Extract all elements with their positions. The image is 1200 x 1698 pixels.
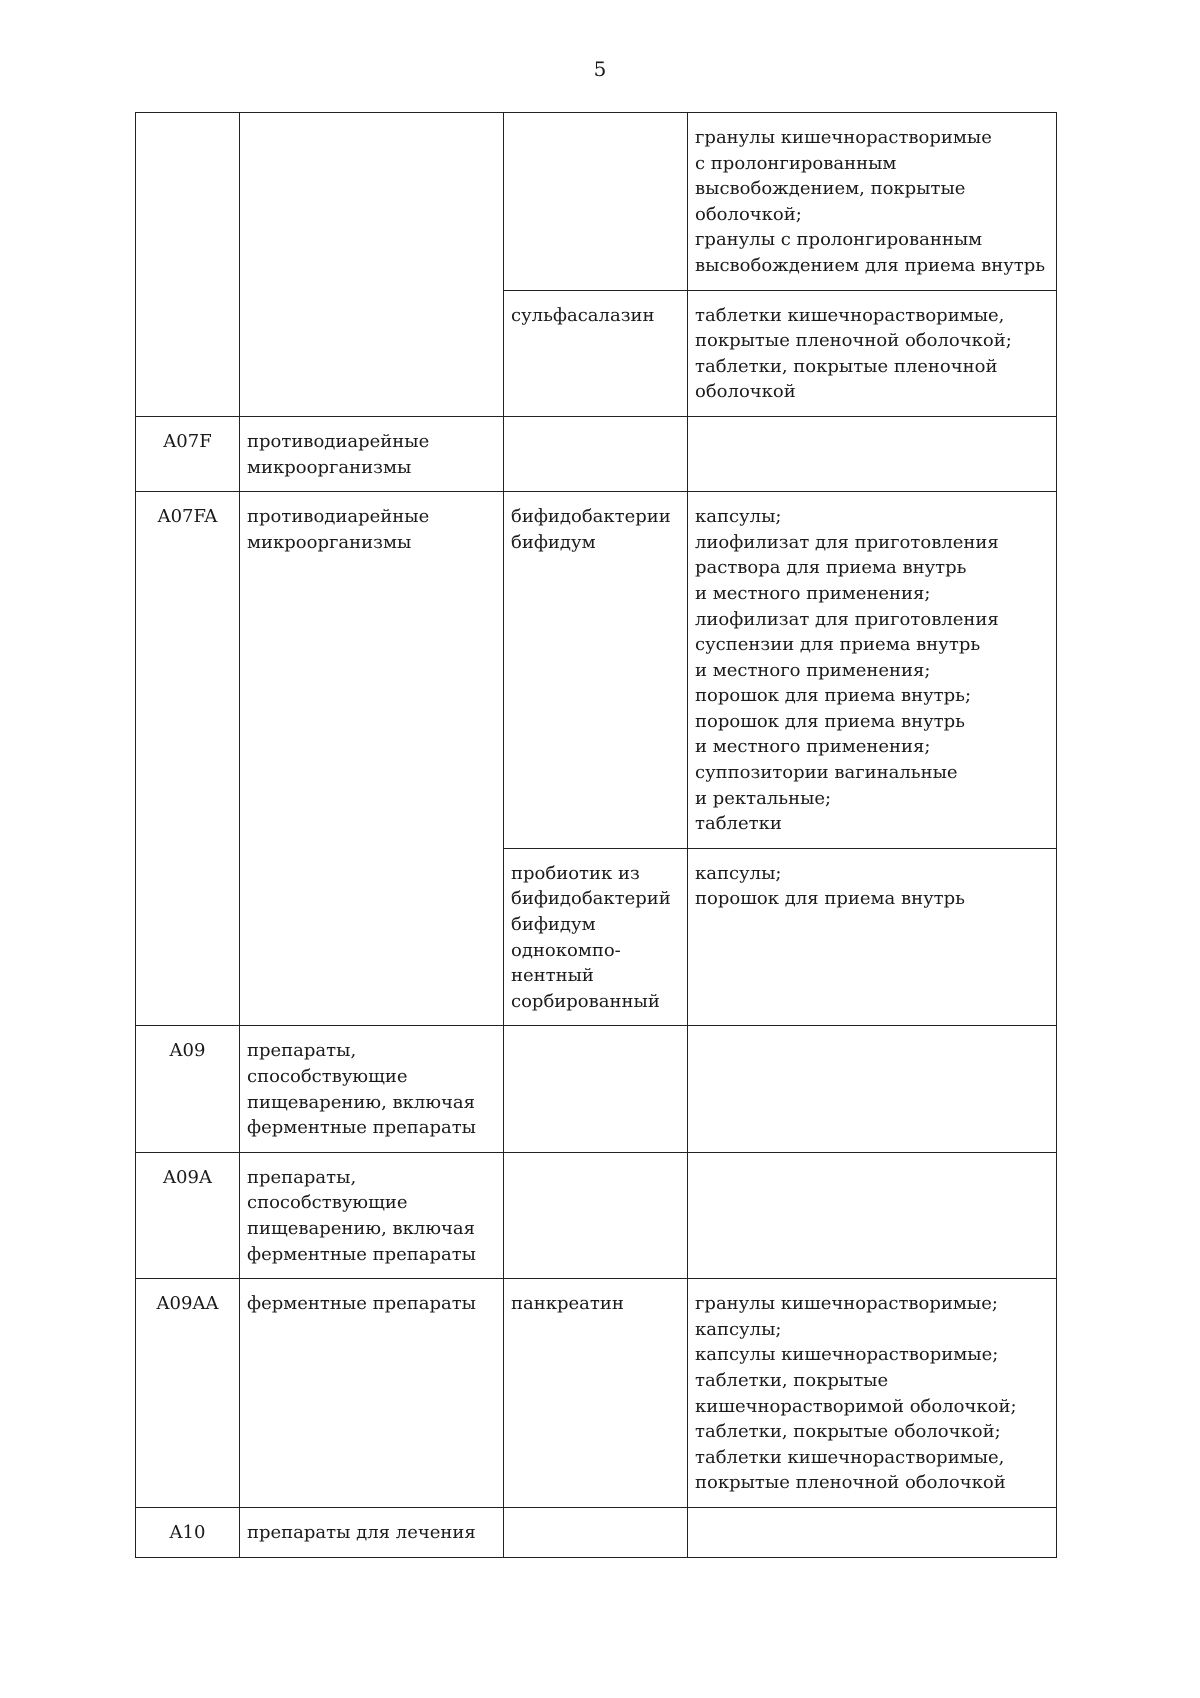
- atc-code-cell: A10: [136, 1507, 240, 1557]
- page-number: 5: [593, 57, 607, 81]
- substance-cell: [504, 1152, 688, 1278]
- dosage-forms-cell: [688, 1152, 1057, 1278]
- substance-cell: пробиотик из бифидобактерий бифидум однокомпо- нентный сорбированный: [504, 848, 688, 1026]
- substance-cell: бифидобактерии бифидум: [504, 492, 688, 849]
- substance-cell: [504, 1507, 688, 1557]
- dosage-forms-cell: гранулы кишечнорастворимые с пролонгированным высвобождением, покрытые оболочкой; гранулы с пролонгированным высвобождением для приема внутрь: [688, 113, 1057, 291]
- atc-code-cell: A07F: [136, 416, 240, 491]
- atc-code-cell: A09AA: [136, 1279, 240, 1508]
- table-row: [136, 416, 1057, 491]
- substance-cell: [504, 1026, 688, 1152]
- substance-cell: панкреатин: [504, 1279, 688, 1508]
- atc-code-cell: A07FA: [136, 492, 240, 1026]
- atc-code-cell: A09: [136, 1026, 240, 1152]
- group-name-cell: ферментные препараты: [240, 1279, 504, 1508]
- dosage-forms-cell: [688, 1026, 1057, 1152]
- group-name-cell: [240, 113, 504, 417]
- dosage-forms-cell: гранулы кишечнорастворимые; капсулы; капсулы кишечнорастворимые; таблетки, покрытые кишечнорастворимой оболочкой; таблетки, покрытые оболочкой; таблетки кишечнорастворимые, покрытые пленочной оболочкой: [688, 1279, 1057, 1508]
- group-name-cell: противодиарейные микроорганизмы: [240, 492, 504, 1026]
- table-row: [136, 1026, 1057, 1152]
- table-row: [136, 492, 1057, 849]
- dosage-forms-cell: [688, 416, 1057, 491]
- group-name-cell: препараты, способствующие пищеварению, включая ферментные препараты: [240, 1152, 504, 1278]
- substance-cell: сульфасалазин: [504, 290, 688, 416]
- dosage-forms-cell: капсулы; порошок для приема внутрь: [688, 848, 1057, 1026]
- table-row: [136, 1507, 1057, 1557]
- atc-code-cell: A09A: [136, 1152, 240, 1278]
- atc-code-cell: [136, 113, 240, 417]
- table-row: [136, 113, 1057, 291]
- drug-list-table: [135, 112, 1057, 1558]
- group-name-cell: препараты, способствующие пищеварению, включая ферментные препараты: [240, 1026, 504, 1152]
- dosage-forms-cell: капсулы; лиофилизат для приготовления раствора для приема внутрь и местного применения; лиофилизат для приготовления суспензии для приема внутрь и местного применения; порошок для приема внутрь; порошок для приема внутрь и местного применения; суппозитории вагинальные и ректальные; таблетки: [688, 492, 1057, 849]
- dosage-forms-cell: [688, 1507, 1057, 1557]
- group-name-cell: препараты для лечения: [240, 1507, 504, 1557]
- dosage-forms-cell: таблетки кишечнорастворимые, покрытые пленочной оболочкой; таблетки, покрытые пленочной оболочкой: [688, 290, 1057, 416]
- group-name-cell: противодиарейные микроорганизмы: [240, 416, 504, 491]
- substance-cell: [504, 416, 688, 491]
- substance-cell: [504, 113, 688, 291]
- table-row: [136, 1279, 1057, 1508]
- table-row: [136, 1152, 1057, 1278]
